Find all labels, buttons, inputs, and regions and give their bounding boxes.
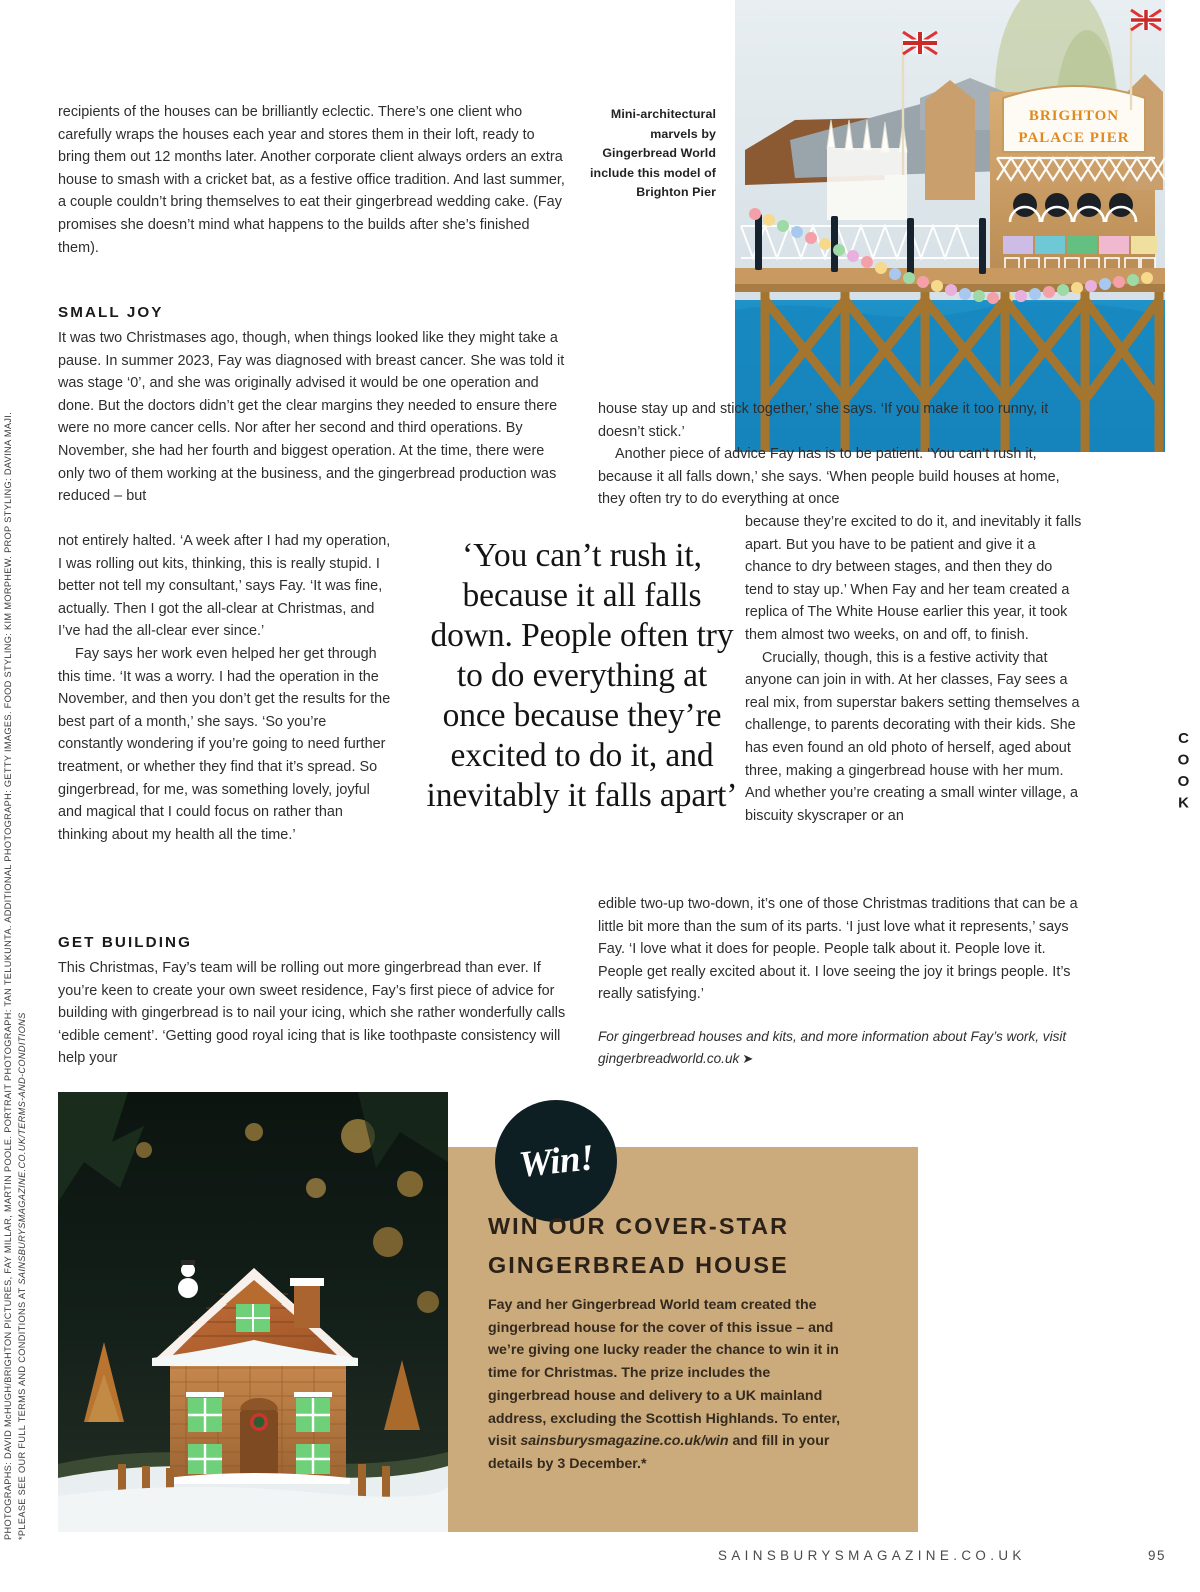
paragraph: not entirely halted. ‘A week after I had my operation, I was rolling out kits, thinking, this is really stupid. I better not tell my consultant,’ says Fay. ‘It was fine, actually. Then I got the all-clear at Christmas, and I’ve had the all-clear ever since.’ (58, 533, 391, 640)
paragraph: edible two-up two-down, it’s one of those Christmas traditions that can be a little bit more than the sum of its parts. ‘I just love what it represents,’ says Fay. ‘I love what it does for people. People talk about it. People love it. People get really excited about it. I love seeing the joy it brings people. It’s really satisfying.’ (598, 896, 1078, 1003)
paragraph: This Christmas, Fay’s team will be rolling out more gingerbread than ever. If you’re keen to create your own sweet residence, Fay’s first piece of advice for building with gingerbread is to nail your icing, which she rather wonderfully calls ‘edible cement’. ‘Getting good royal icing that is like toothpaste consistency will help your (58, 960, 566, 1067)
photo-credits (2, 400, 29, 1540)
win-badge-label: Win! (516, 1136, 596, 1186)
photo-credits-terms-url: SAINSBURYSMAGAZINE.CO.UK/TERMS-AND-CONDITIONS (16, 1012, 27, 1285)
competition-title-line-1: WIN OUR COVER-STAR (488, 1213, 790, 1239)
subhead-get-building: GET BUILDING (58, 934, 193, 951)
win-badge (495, 1100, 617, 1222)
paragraph: Crucially, though, this is a festive activity that anyone can join in with. At her classes, Fay sees a real mix, from superstar bakers setting themselves a challenge, to parents decorating with their kids. She has even found an old photo of herself, aged about three, making a gingerbread house with her mum. And whether you’re creating a small winter village, a biscuity skyscraper or an (745, 649, 1080, 824)
svg-text:PALACE PIER: PALACE PIER (1018, 130, 1130, 146)
gingerbread-house-photo (58, 1092, 448, 1532)
section-tab-cook: COOK (1175, 730, 1192, 816)
right-column-paragraphs-1-2 (598, 398, 1082, 511)
small-joy-paragraphs-2-3 (58, 530, 391, 846)
subhead-get-building-wrap (58, 934, 566, 957)
paragraph: Another piece of advice Fay has is to be patient. ‘You can’t rush it, because it all falls down,’ she says. ‘When people build houses at home, they often try to do everything at once (598, 446, 1060, 508)
arrow-right-icon: ➤ (742, 1050, 754, 1066)
paragraph: Fay says her work even helped her get through this time. ‘It was a worry. I had the operation in the November, and then you don’t get the results for the best part of a month,’ she says. ‘So you’re constantly wondering if you’re going to need further treatment, or whether they find that it’s spread. So gingerbread, for me, was something lovely, joyful and magical that I could focus on rather than thinking about my health all the time.’ (58, 645, 391, 843)
get-building-paragraph (58, 957, 566, 1070)
competition-title (488, 1207, 900, 1285)
footer-website-url: SAINSBURYSMAGAZINE.CO.UK (718, 1548, 1026, 1563)
small-joy-paragraph-1 (58, 327, 566, 508)
end-note-text: For gingerbread houses and kits, and more information about Fay’s work, visit gingerbreadworld.co.uk (598, 1029, 1067, 1066)
left-column-opening-paragraph (58, 101, 566, 259)
right-column-paragraph-5 (598, 893, 1082, 1006)
competition-body (488, 1294, 852, 1476)
paragraph: recipients of the houses can be brilliantly eclectic. There’s one client who carefully wraps the houses each year and stores them in their loft, ready to bring them out 12 months later. Another corporate client always orders an extra house to smash with a cricket bat, as a festive office tradition. And last summer, a couple couldn’t bring themselves to eat their gingerbread wedding cake. (Fay promises she doesn’t mind what happens to the builds after she’s finished them). (58, 104, 565, 256)
pull-quote: ‘You can’t rush it, because it all falls down. People often try to do everything at once because they’re excited to do it, and inevitably it falls apart’ (426, 537, 738, 814)
subhead-small-joy-wrap (58, 304, 566, 327)
subhead-small-joy: SMALL JOY (58, 304, 164, 321)
footer-page-number: 95 (1148, 1548, 1167, 1563)
paragraph: It was two Christmases ago, though, when things looked like they might take a pause. In summer 2023, Fay was diagnosed with breast cancer. She was told it was stage ‘0’, and she was originally advised it would be one operation and done. But the doctors didn’t get the clear margins they needed to ensure there were no more cancer cells. Nor after her second and third operations. By November, she had her fourth and biggest operation. At the time, there were only two of them working at the business, and the gingerbread production was reduced – but (58, 330, 565, 505)
paragraph: house stay up and stick together,’ she says. ‘If you make it too runny, it doesn’t stick.’ (598, 401, 1049, 440)
competition-body-before-link: Fay and her Gingerbread World team created the gingerbread house for the cover of this issue – and we’re giving one lucky reader the chance to win it in time for Christmas. The prize includes the gingerbread house and delivery to a UK mainland address, excluding the Scottish Highlands. To enter, visit (488, 1297, 841, 1450)
pier-photo-caption: Mini-architectural marvels by Gingerbread World include this model of Brighton Pier (589, 107, 716, 200)
photo-credits-text: PHOTOGRAPHS: DAVID McHUGH/BRIGHTON PICTURES, FAY MILLAR, MARTIN POOLE. PORTRAIT PHOTOGRAPH: TAN TELUKUNTA. ADDITIONAL PHOTOGRAPH: GETTY IMAGES. FOOD STYLING: KIM MORPHEW. PROP STYLING: DAVINA MAJI. *PLEASE SEE OUR FULL TERMS AND CONDITIONS AT (3, 411, 27, 1540)
brighton-pier-photo (735, 0, 1165, 452)
competition-entry-url[interactable]: sainsburysmagazine.co.uk/win (520, 1433, 729, 1450)
paragraph: because they’re excited to do it, and inevitably it falls apart. But you have to be patient and give it a chance to dry between stages, and then they do tend to stay up.’ When Fay and her team created a replica of The White House earlier this year, it took them almost two weeks, on and off, to finish. (745, 514, 1082, 643)
competition-title-line-2: GINGERBREAD HOUSE (488, 1252, 789, 1278)
right-column-paragraphs-3-4 (745, 511, 1083, 827)
svg-text:BRIGHTON: BRIGHTON (1028, 108, 1120, 124)
competition-body-after-link: and fill in your details by 3 December.* (488, 1433, 830, 1472)
end-note (598, 1026, 1082, 1069)
